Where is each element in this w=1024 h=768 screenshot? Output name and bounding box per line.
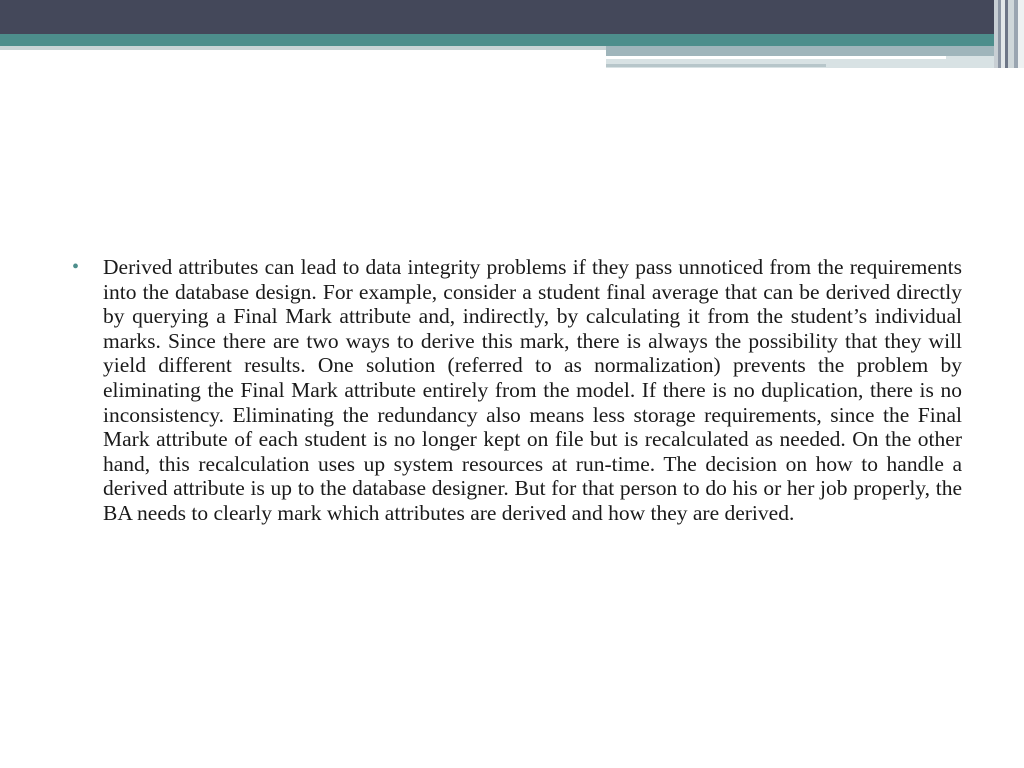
header-thin-line <box>606 64 826 67</box>
bullet-text: Derived attributes can lead to data integrity problems if they pass unnoticed from the requirements into the database design. For example, consider a student final average that can be derived directly by querying a Final Mark attribute and, indirectly, by calculating it from the student’s individual marks. Since there are two ways to derive this mark, there is always the possibility that they will yield different results. One solution (referred to as normalization) prevents the problem by eliminating the Final Mark attribute entirely from the model. If there is no duplication, there is no inconsistency. Eliminating the redundancy also means less storage requirements, since the Final Mark attribute of each student is no longer kept on file but is recalculated as needed. On the other hand, this recalculation uses up system resources at run-time. The decision on how to handle a derived attribute is up to the database designer. But for that person to do his or her job properly, the BA needs to clearly mark which attributes are derived and how they are derived. <box>103 255 962 525</box>
bullet-icon: • <box>72 256 80 278</box>
header-band-grey-left <box>0 46 606 50</box>
header-white-line <box>606 56 946 59</box>
slide-body <box>72 255 962 526</box>
header-band-dark <box>0 0 1024 34</box>
header-right-stripes <box>994 0 1024 68</box>
bullet-item <box>72 255 962 526</box>
header-band-grey-right <box>606 46 1024 56</box>
header-band-teal <box>0 34 1024 46</box>
